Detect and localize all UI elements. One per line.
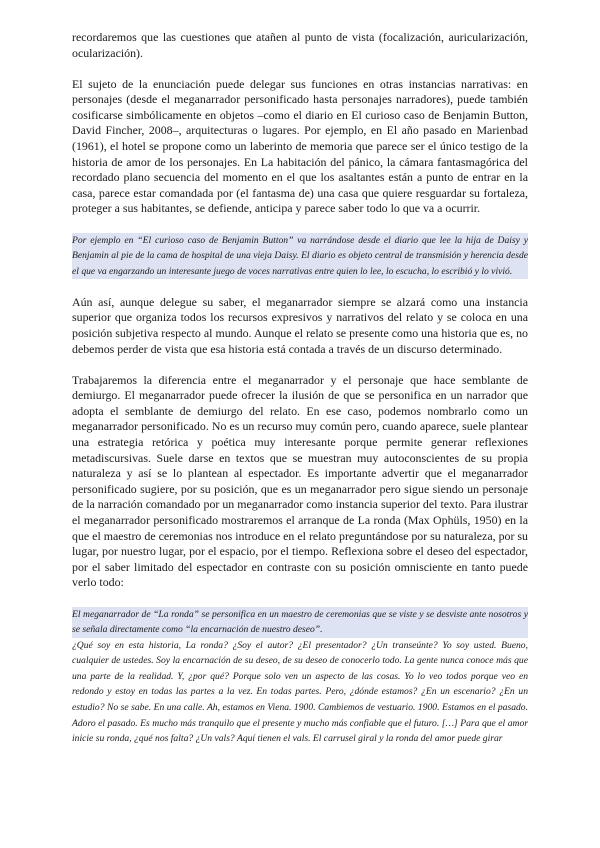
paragraph-enunciation-subject: El sujeto de la enunciación puede delegar sus funciones en otras instancias narrativas: en personajes (desde el meganarrador personificado hasta personajes narradores), puede también cosificarse simbólicamente en objetos –como el diario en El curioso caso de Benjamin Button, David Fincher, 2008–, arquitecturas o lugares. Por ejemplo, en El año pasado en Marienbad (1961), el hotel se propone como un laberinto de memoria que parece ser el único testigo de la historia de amor de los personajes. En La habitación del pánico, la cámara fantasmagórica del recordado plano secuencia del momento en el que los asaltantes están a punto de entrar en la casa, parece estar comandada por (el fantasma de) una casa que quiere resguardar su fortaleza, proteger a sus habitantes, se defiende, anticipa y parece saber todo lo que va a ocurrir. [72,76,528,216]
highlighted-note-benjamin-button: Por ejemplo en “El curioso caso de Benjamin Button” va narrándose desde el diario que lee la hija de Daisy y Benjamin al pie de la cama de hospital de una vieja Daisy. El diario es objeto central de transmisión y herencia desde el que va engarzando un interesante juego de voces narrativas entre quien lo lee, lo escucha, lo escribió y lo vivió. [72,233,528,280]
highlighted-note-la-ronda: El meganarrador de “La ronda” se personifica en un maestro de ceremonias que se viste y se desviste ante nosotros y se señala directamente como “la encarnación de nuestro deseo”. [72,607,528,638]
paragraph-meganarrator: Aún así, aunque delegue su saber, el meganarrador siempre se alzará como una instancia superior que organiza todos los recursos expresivos y narrativos del relato y se coloca en una posición subjetiva respecto al mundo. Aunque el relato se presente como una historia que es, no debemos perder de vista que esa historia está contada a través de un discurso determinado. [72,294,528,356]
paragraph-personified-meganarrator: Trabajaremos la diferencia entre el meganarrador y el personaje que hace semblante de demiurgo. El meganarrador puede ofrecer la ilusión de que se personifica en un narrador que adopta el semblante de demiurgo del relato. En ese caso, podemos nombrarlo como un meganarrador personificado. No es un recurso muy común pero, cuando aparece, suele plantear una estrategia retórica y poética muy interesante porque permite generar reflexiones metadiscursivas. Suele darse en textos que se muestran muy autoconscientes de su propia naturaleza y así se lo plantean al espectador. Es importante advertir que el meganarrador personificado sugiere, por su posición, que es un meganarrador pero sigue siendo un personaje de la narración comandado por un meganarrador como instancia superior del texto. Para ilustrar el meganarrador personificado mostraremos el arranque de La ronda (Max Ophüls, 1950) en la que el maestro de ceremonias nos introduce en el relato preguntándose por su naturaleza, por su lugar, por nuestro lugar, por el espacio, por el tiempo. Reflexiona sobre el deseo del espectador, por el saber limitado del espectador en contraste con su posición omnisciente en tanto puede verlo todo: [72,372,528,590]
paragraph-continuation: recordaremos que las cuestiones que atañen al punto de vista (focalización, auricularización, ocularización). [72,30,528,60]
quote-la-ronda-transcript: ¿Qué soy en esta historia, La ronda? ¿Soy el autor? ¿El presentador? ¿Un transeúnte? Yo soy usted. Bueno, cualquier de ustedes. Soy la encarnación de su deseo, de su deseo de conocerlo todo. La gente nunca conoce más que una parte de la realidad. Y, ¿por qué? Porque solo ven un aspecto de las cosas. Yo lo veo todos porque veo en redondo y estoy en todas las partes a la vez. En todas partes. Pero, ¿dónde estamos? ¿En un escenario? ¿En un estudio? No se sabe. En una calle. Ah, estamos en Viena. 1900. Cambiemos de vestuario. 1900. Estamos en el pasado. Adoro el pasado. Es mucho más tranquilo que el presente y mucho más confiable que el futuro. […] Para que el amor inicie su ronda, ¿qué nos falta? ¿Un vals? Aquí tienen el vals. El carrusel giral y la ronda del amor puede girar [72,639,528,745]
